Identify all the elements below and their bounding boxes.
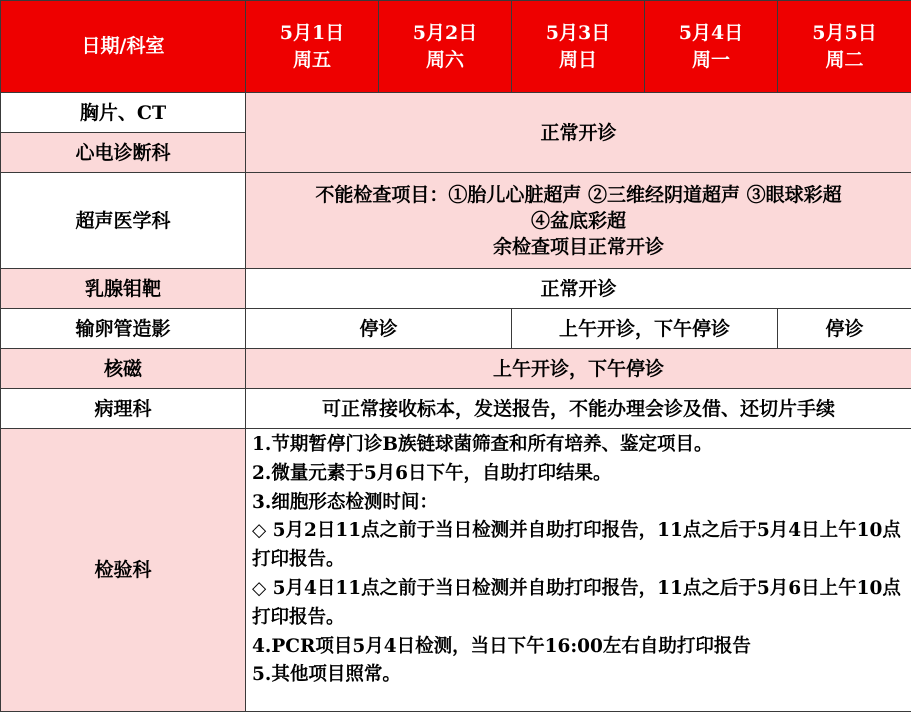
- header-weekday: 周二: [778, 47, 911, 74]
- header-day-cell: [645, 1, 778, 93]
- header-day-cell: [778, 1, 911, 93]
- header-day-cell: [246, 1, 379, 93]
- header-weekday: 周六: [379, 47, 511, 74]
- status-cell: [246, 93, 911, 173]
- header-weekday: 周日: [512, 47, 644, 74]
- lab-note: 3.细胞形态检测时间：: [252, 489, 903, 518]
- status-text: 正常开诊: [540, 278, 616, 300]
- dept-label: 病理科: [94, 398, 151, 420]
- dept-cell: [1, 133, 246, 173]
- dept-cell: [1, 429, 246, 712]
- row-ultrasound: [1, 173, 911, 269]
- dept-cell: [1, 173, 246, 269]
- lab-note: ◇ 5月4日11点之前于当日检测并自助打印报告，11点之后于5月6日上午10点打印报告。: [252, 575, 903, 633]
- dept-label: 乳腺钼靶: [85, 278, 161, 300]
- status-cell: [512, 309, 778, 349]
- row-xray-ct: [1, 93, 911, 133]
- row-laboratory: [1, 429, 911, 712]
- row-pathology: [1, 389, 911, 429]
- dept-cell: [1, 93, 246, 133]
- status-text: 正常开诊: [540, 122, 616, 144]
- header-corner-label: 日期/科室: [82, 35, 165, 57]
- status-text: 停诊: [825, 318, 863, 340]
- lab-note: 5.其他项目照常。: [252, 661, 903, 690]
- dept-cell: [1, 269, 246, 309]
- row-hsg: [1, 309, 911, 349]
- status-cell: [246, 309, 512, 349]
- status-text: 余检查项目正常开诊: [246, 234, 911, 260]
- status-cell: [778, 309, 911, 349]
- status-text: 上午开诊，下午停诊: [493, 358, 664, 380]
- header-corner-cell: [1, 1, 246, 93]
- header-date: 5月4日: [645, 20, 777, 47]
- lab-note: 2.微量元素于5月6日下午，自助打印结果。: [252, 460, 903, 489]
- dept-cell: [1, 349, 246, 389]
- header-date: 5月3日: [512, 20, 644, 47]
- lab-note: 4.PCR项目5月4日检测，当日下午16:00左右自助打印报告: [252, 633, 903, 662]
- dept-cell: [1, 389, 246, 429]
- status-text: ④盆底彩超: [246, 208, 911, 234]
- lab-note: ◇ 5月2日11点之前于当日检测并自助打印报告，11点之后于5月4日上午10点打印报告。: [252, 517, 903, 575]
- status-cell: [246, 173, 911, 269]
- status-cell: [246, 349, 911, 389]
- row-mri: [1, 349, 911, 389]
- status-text: 可正常接收标本，发送报告，不能办理会诊及借、还切片手续: [322, 398, 835, 420]
- dept-label: 核磁: [104, 358, 142, 380]
- status-text: 不能检查项目：①胎儿心脏超声 ②三维经阴道超声 ③眼球彩超: [246, 182, 911, 208]
- status-cell: [246, 269, 911, 309]
- header-weekday: 周一: [645, 47, 777, 74]
- dept-cell: [1, 309, 246, 349]
- header-date: 5月2日: [379, 20, 511, 47]
- status-text: 上午开诊，下午停诊: [559, 318, 730, 340]
- lab-notes-cell: [246, 429, 911, 712]
- row-mammography: [1, 269, 911, 309]
- dept-label: 输卵管造影: [75, 318, 170, 340]
- dept-label: 胸片、CT: [80, 102, 166, 124]
- header-row: [1, 1, 911, 93]
- status-text: 停诊: [359, 318, 397, 340]
- header-day-cell: [379, 1, 512, 93]
- header-weekday: 周五: [246, 47, 378, 74]
- header-day-cell: [512, 1, 645, 93]
- dept-label: 检验科: [94, 559, 151, 581]
- header-date: 5月5日: [778, 20, 911, 47]
- header-date: 5月1日: [246, 20, 378, 47]
- dept-label: 心电诊断科: [75, 142, 170, 164]
- lab-note: 1.节期暂停门诊B族链球菌筛查和所有培养、鉴定项目。: [252, 431, 903, 460]
- status-cell: [246, 389, 911, 429]
- dept-label: 超声医学科: [75, 210, 170, 232]
